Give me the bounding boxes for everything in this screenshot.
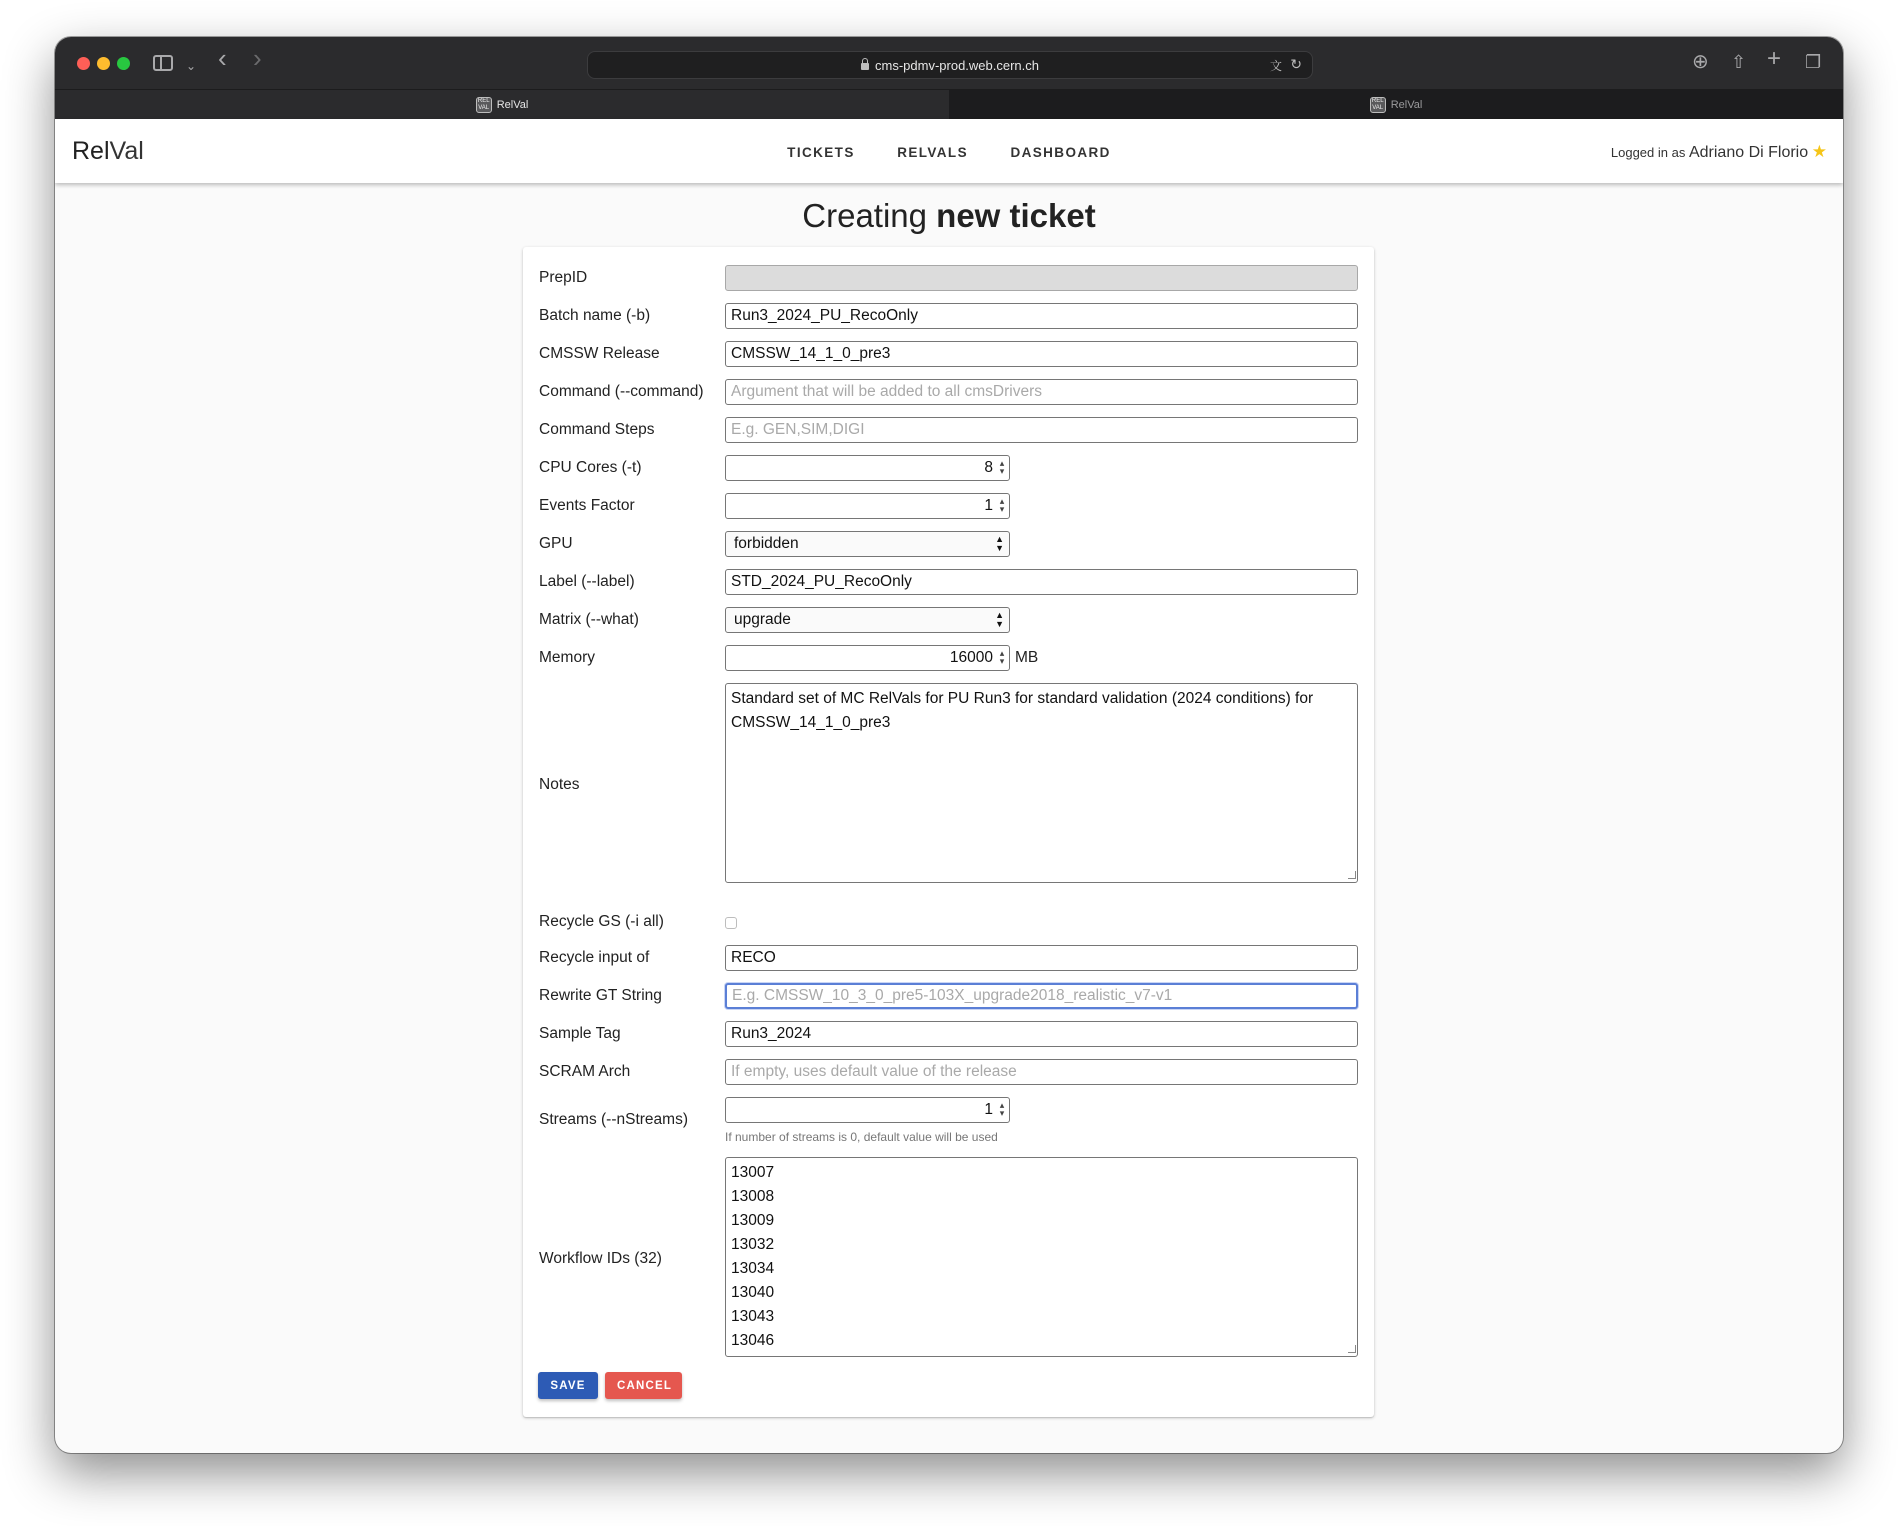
notes-textarea[interactable] bbox=[725, 683, 1358, 883]
ticket-form-card bbox=[523, 247, 1374, 1417]
page-title bbox=[55, 197, 1843, 235]
prepid-input bbox=[725, 265, 1358, 291]
page-title-bold: new ticket bbox=[936, 197, 1096, 234]
select-arrows-icon: ▲ ▼ bbox=[995, 534, 1004, 553]
address-bar[interactable] bbox=[587, 51, 1313, 79]
gpu-selected-value: forbidden bbox=[734, 535, 799, 552]
address-bar-text bbox=[588, 58, 1312, 73]
back-icon[interactable]: ‹ bbox=[218, 43, 227, 73]
nav-tickets[interactable]: TICKETS bbox=[787, 145, 855, 160]
cmssw-release-input[interactable] bbox=[725, 341, 1358, 367]
command-input[interactable] bbox=[725, 379, 1358, 405]
close-window-button[interactable] bbox=[77, 57, 90, 70]
cpu-cores-input[interactable] bbox=[725, 455, 1010, 481]
label-label: Label (--label) bbox=[539, 573, 635, 590]
matrix-label: Matrix (--what) bbox=[539, 611, 639, 628]
recycle-input-label: Recycle input of bbox=[539, 949, 650, 966]
rewrite-gt-input[interactable] bbox=[725, 983, 1358, 1009]
chevron-down-icon[interactable]: ⌄ bbox=[186, 59, 197, 73]
memory-value: 16000 bbox=[949, 649, 993, 666]
tab-label: RelVal bbox=[496, 99, 529, 112]
events-factor-value: 1 bbox=[984, 497, 993, 514]
reload-icon[interactable]: ↻ bbox=[1290, 56, 1302, 72]
recycle-input-input[interactable] bbox=[725, 945, 1358, 971]
browser-window bbox=[55, 37, 1843, 1453]
batch-name-input[interactable] bbox=[725, 303, 1358, 329]
sample-tag-label: Sample Tag bbox=[539, 1025, 621, 1042]
scram-arch-label: SCRAM Arch bbox=[539, 1063, 631, 1080]
notes-label: Notes bbox=[539, 776, 580, 793]
streams-hint: If number of streams is 0, default value will be used bbox=[725, 1130, 998, 1144]
cpu-cores-value: 8 bbox=[984, 459, 993, 476]
share-icon[interactable]: ⇧ bbox=[1731, 52, 1747, 72]
scram-arch-input[interactable] bbox=[725, 1059, 1358, 1085]
download-icon[interactable]: ⊕ bbox=[1692, 51, 1709, 73]
matrix-selected-value: upgrade bbox=[734, 611, 791, 628]
nav-dashboard[interactable]: DASHBOARD bbox=[1010, 145, 1111, 160]
prepid-label: PrepID bbox=[539, 269, 588, 286]
brand-part-rel: Rel bbox=[72, 137, 110, 165]
sidebar-toggle-icon[interactable] bbox=[153, 55, 173, 71]
spinner-icon[interactable]: ▴ ▾ bbox=[999, 458, 1005, 476]
main-nav bbox=[55, 144, 1843, 162]
url: cms-pdmv-prod.web.cern.ch bbox=[875, 58, 1039, 73]
user-info bbox=[1611, 142, 1827, 162]
browser-tab-relval-2[interactable] bbox=[949, 90, 1843, 120]
workflow-ids-textarea[interactable] bbox=[725, 1157, 1358, 1357]
batch-name-label: Batch name (-b) bbox=[539, 307, 651, 324]
new-tab-icon[interactable]: + bbox=[1767, 45, 1782, 72]
tab-bar bbox=[55, 89, 1843, 119]
spinner-icon[interactable]: ▴ ▾ bbox=[999, 1100, 1005, 1118]
brand-part-val: Val bbox=[109, 137, 144, 165]
resize-handle-icon[interactable] bbox=[1348, 1345, 1356, 1353]
label-input[interactable] bbox=[725, 569, 1358, 595]
zoom-window-button[interactable] bbox=[117, 57, 130, 70]
tab-overview-icon[interactable]: ❐ bbox=[1805, 52, 1822, 72]
user-name: Adriano Di Florio bbox=[1688, 144, 1809, 161]
command-label: Command (--command) bbox=[539, 383, 704, 400]
command-steps-input[interactable] bbox=[725, 417, 1358, 443]
recycle-gs-checkbox[interactable] bbox=[725, 917, 737, 929]
page-title-light: Creating bbox=[802, 197, 927, 234]
recycle-gs-label: Recycle GS (-i all) bbox=[539, 913, 664, 930]
save-button[interactable]: SAVE bbox=[538, 1372, 598, 1399]
cpu-cores-label: CPU Cores (-t) bbox=[539, 459, 642, 476]
events-factor-input[interactable] bbox=[725, 493, 1010, 519]
command-steps-label: Command Steps bbox=[539, 421, 655, 438]
translate-icon[interactable]: 文 bbox=[1269, 59, 1282, 73]
workflow-ids-label: Workflow IDs (32) bbox=[539, 1250, 662, 1267]
resize-handle-icon[interactable] bbox=[1348, 871, 1356, 879]
gpu-select[interactable] bbox=[725, 531, 1010, 557]
streams-label: Streams (--nStreams) bbox=[539, 1111, 688, 1128]
matrix-select[interactable] bbox=[725, 607, 1010, 633]
lock-icon bbox=[861, 63, 869, 70]
events-factor-label: Events Factor bbox=[539, 497, 635, 514]
cmssw-release-label: CMSSW Release bbox=[539, 345, 660, 362]
select-arrows-icon: ▲ ▼ bbox=[995, 610, 1004, 629]
memory-input[interactable] bbox=[725, 645, 1010, 671]
rewrite-gt-label: Rewrite GT String bbox=[539, 987, 662, 1004]
minimize-window-button[interactable] bbox=[97, 57, 110, 70]
logged-in-prefix: Logged in as bbox=[1610, 145, 1686, 160]
streams-input[interactable] bbox=[725, 1097, 1010, 1123]
favicon-icon: REL VAL bbox=[1370, 97, 1386, 113]
browser-tab-relval-1[interactable] bbox=[55, 90, 949, 120]
gpu-label: GPU bbox=[539, 535, 573, 552]
streams-value: 1 bbox=[984, 1101, 993, 1118]
favicon-icon: REL VAL bbox=[476, 97, 492, 113]
forward-icon[interactable]: › bbox=[253, 43, 262, 73]
app-header bbox=[55, 119, 1843, 183]
sample-tag-input[interactable] bbox=[725, 1021, 1358, 1047]
cancel-button[interactable]: CANCEL bbox=[605, 1372, 682, 1399]
nav-relvals[interactable]: RELVALS bbox=[897, 145, 968, 160]
browser-toolbar bbox=[55, 37, 1843, 89]
tab-label: RelVal bbox=[1390, 99, 1423, 112]
star-icon: ★ bbox=[1811, 142, 1827, 161]
memory-label: Memory bbox=[539, 649, 595, 666]
spinner-icon[interactable]: ▴ ▾ bbox=[999, 496, 1005, 514]
spinner-icon[interactable]: ▴ ▾ bbox=[999, 648, 1005, 666]
memory-unit: MB bbox=[1015, 649, 1039, 666]
